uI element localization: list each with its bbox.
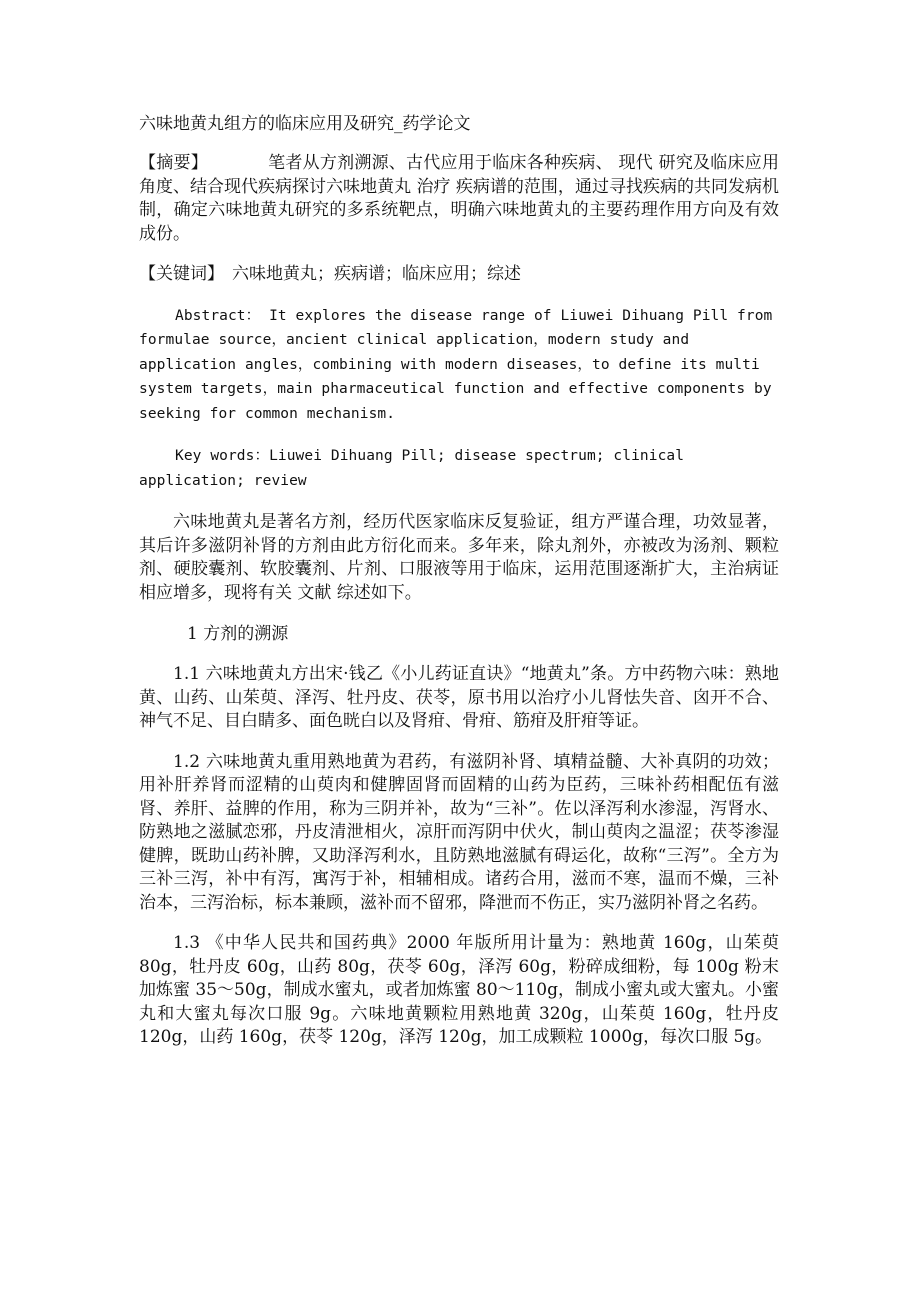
keywords-paragraph — [139, 263, 779, 287]
keywords-label: 【关键词】 — [139, 264, 224, 284]
english-keywords: Key words：Liuwei Dihuang Pill; disease spectrum; clinical application; review — [139, 448, 685, 489]
keywords-text: 六味地黄丸；疾病谱；临床应用；综述 — [232, 264, 521, 284]
paragraph-1-2: 1.2 六味地黄丸重用熟地黄为君药，有滋阴补肾、填精益髓、大补真阴的功效；用补肝养肾而涩精的山萸肉和健脾固肾而固精的山药为臣药，三味补药相配伍有滋肾、养肝、益脾的作用，称为三阴并补，故为“三补”。佐以泽泻利水渗湿，泻肾水、防熟地之滋腻恋邪，丹皮清泄相火，凉肝而泻阴中伏火，制山萸肉之温涩；茯苓渗湿健脾，既助山药补脾，又助泽泻利水，且防熟地滋腻有碍运化，故称“三泻”。全方为三补三泻，补中有泻，寓泻于补，相辅相成。诸药合用，滋而不寒，温而不燥，三补治本，三泻治标，标本兼顾，滋补而不留邪，降泄而不伤正，实乃滋阴补肾之名药。 — [139, 751, 779, 913]
document-page — [139, 112, 779, 1067]
section-1-heading: 1 方剂的溯源 — [187, 624, 289, 644]
paragraph-1-3: 1.3 《中华人民共和国药典》2000 年版所用计量为：熟地黄 160g，山茱萸 80g，牡丹皮 60g，山药 80g，茯苓 60g，泽泻 60g，粉碎成细粉，每 100g 粉末加炼蜜 35～50g，制成水蜜丸，或者加炼蜜 80～110g，制成小蜜丸或大蜜丸。小蜜丸和大蜜丸每次口服 9g。六味地黄颗粒用熟地黄 320g，山茱萸 160g，牡丹皮 120g，山药 160g，茯苓 120g，泽泻 120g，加工成颗粒 1000g，每次口服 5g。 — [139, 933, 779, 1047]
intro-paragraph: 六味地黄丸是著名方剂，经历代医家临床反复验证，组方严谨合理，功效显著，其后许多滋阴补肾的方剂由此方衍化而来。多年来，除丸剂外，亦被改为汤剂、颗粒剂、硬胶囊剂、软胶囊剂、片剂、口服液等用于临床，运用范围逐渐扩大，主治病证相应增多，现将有关 文献 综述如下。 — [139, 512, 779, 603]
abstract-paragraph — [139, 152, 779, 246]
document-title: 六味地黄丸组方的临床应用及研究_药学论文 — [139, 114, 471, 134]
paragraph-1-1: 1.1 六味地黄丸方出宋·钱乙《小儿药证直诀》“地黄丸”条。方中药物六味：熟地黄、山药、山茱萸、泽泻、牡丹皮、茯苓，原书用以治疗小儿肾怯失音、囟开不合、神气不足、目白睛多、面色晄白以及肾疳、骨疳、筋疳及肝疳等证。 — [139, 664, 779, 731]
abstract-label: 【摘要】 — [139, 153, 208, 173]
abstract-text: 笔者从方剂溯源、古代应用于临床各种疾病、 现代 研究及临床应用角度、结合现代疾病探讨六味地黄丸 治疗 疾病谱的范围，通过寻找疾病的共同发病机制，确定六味地黄丸研究的多系统靶点，明确六味地黄丸的主要药理作用方向及有效成份。 — [139, 153, 779, 244]
english-abstract: Abstract： It explores the disease range of Liuwei Dihuang Pill from formulae source，ancient clinical application，modern study and application angles，combining with modern diseases，to define its multi system targets，main pharmaceutical function and effective components by seeking for common mechanism. — [139, 307, 773, 422]
